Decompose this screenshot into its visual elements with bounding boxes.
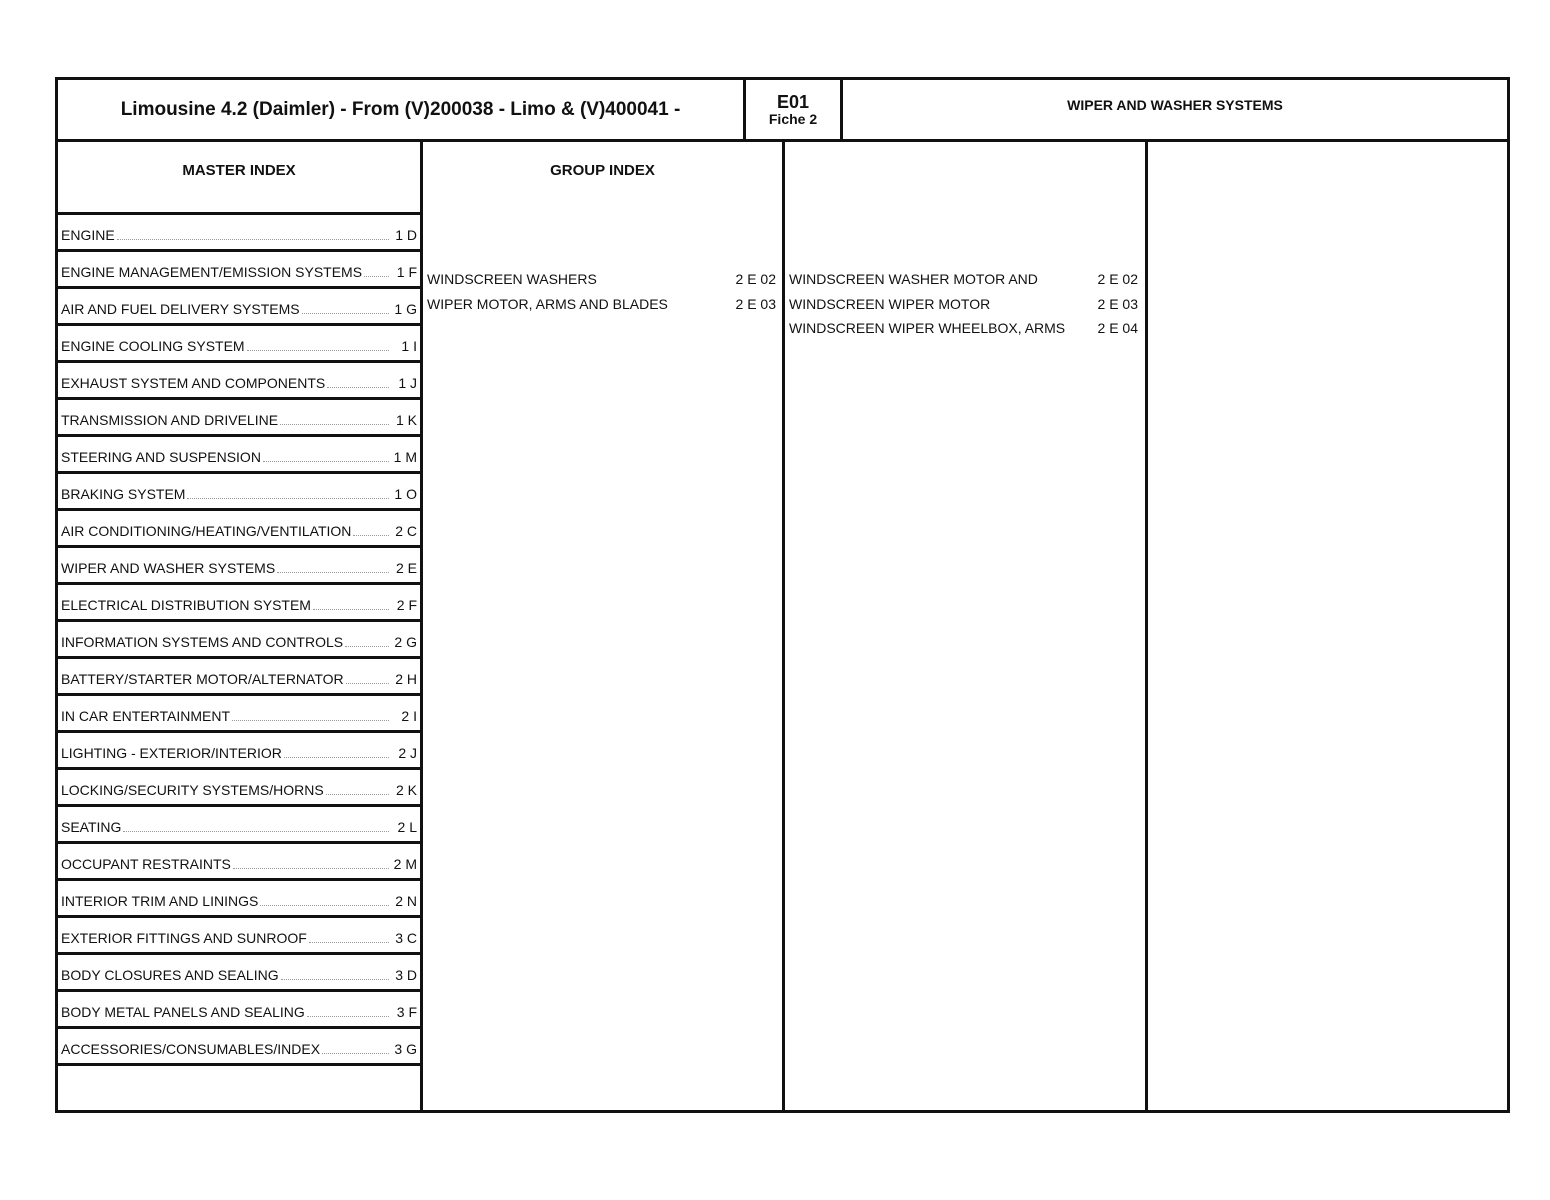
- master-index-item-label: LIGHTING - EXTERIOR/INTERIOR: [61, 745, 282, 761]
- master-index-item-label: STEERING AND SUSPENSION: [61, 449, 261, 465]
- master-index-item-label: ENGINE COOLING SYSTEM: [61, 338, 245, 354]
- master-index-item-label: ACCESSORIES/CONSUMABLES/INDEX: [61, 1041, 321, 1057]
- dot-leader: [123, 830, 389, 832]
- sub-index-item[interactable]: [789, 271, 1138, 296]
- master-index-item[interactable]: [58, 474, 420, 511]
- dot-leader: [281, 978, 389, 980]
- master-index-item-label: BATTERY/STARTER MOTOR/ALTERNATOR: [61, 671, 344, 687]
- group-index-list: [427, 271, 776, 320]
- master-index-item-code: 2 K: [395, 782, 417, 798]
- master-index-item-code: 2 H: [395, 671, 417, 687]
- page-code: E01: [776, 91, 810, 112]
- master-index-item-code: 1 M: [393, 449, 417, 465]
- master-index-item-code: 2 I: [401, 708, 417, 724]
- header-row: [58, 80, 1507, 142]
- fiche-number: Fiche 2: [768, 110, 818, 127]
- master-index-item[interactable]: [58, 733, 420, 770]
- master-index-item[interactable]: [58, 548, 420, 585]
- master-index-item-code: 2 F: [396, 597, 417, 613]
- master-index-header: [58, 142, 420, 215]
- master-index-item-label: SEATING: [61, 819, 122, 835]
- sub-index-item-label: WINDSCREEN WIPER WHEELBOX, ARMS: [789, 320, 1066, 336]
- group-index-column: [423, 142, 785, 1110]
- dot-leader: [327, 386, 389, 388]
- master-index-item-label: ELECTRICAL DISTRIBUTION SYSTEM: [61, 597, 311, 613]
- group-index-heading: GROUP INDEX: [550, 162, 655, 179]
- master-index-item-label: AIR CONDITIONING/HEATING/VENTILATION: [61, 523, 352, 539]
- master-index-item-label: ENGINE MANAGEMENT/EMISSION SYSTEMS: [61, 264, 363, 280]
- master-index-item-code: 2 E: [395, 560, 417, 576]
- dot-leader: [346, 682, 389, 684]
- master-index-item[interactable]: [58, 363, 420, 400]
- group-index-item[interactable]: [427, 271, 776, 296]
- master-index-item-code: 3 F: [396, 1004, 417, 1020]
- master-index-item[interactable]: [58, 511, 420, 548]
- master-index-item[interactable]: [58, 807, 420, 844]
- master-index-item-code: 1 G: [394, 301, 417, 317]
- section-title: WIPER AND WASHER SYSTEMS: [1067, 97, 1283, 113]
- dot-leader: [309, 941, 389, 943]
- sub-index-item-code: 2 E 04: [1097, 320, 1138, 336]
- dot-leader: [277, 571, 389, 573]
- master-index-item-code: 1 D: [395, 227, 417, 243]
- master-index-item-code: 2 N: [395, 893, 417, 909]
- dot-leader: [263, 460, 389, 462]
- group-index-item-label: WIPER MOTOR, ARMS AND BLADES: [427, 295, 668, 312]
- master-index-list: [58, 215, 420, 1066]
- master-index-item[interactable]: [58, 215, 420, 252]
- dot-leader: [307, 1015, 389, 1017]
- dot-leader: [280, 423, 389, 425]
- sub-index-item-code: 2 E 02: [1097, 271, 1138, 287]
- master-index-item[interactable]: [58, 955, 420, 992]
- master-index-item-code: 1 J: [398, 375, 417, 391]
- master-index-heading: MASTER INDEX: [182, 162, 296, 179]
- dot-leader: [322, 1052, 389, 1054]
- dot-leader: [284, 756, 389, 758]
- group-index-item-code: 2 E 02: [735, 271, 776, 287]
- dot-leader: [302, 312, 389, 314]
- master-index-item[interactable]: [58, 918, 420, 955]
- master-index-item[interactable]: [58, 992, 420, 1029]
- master-index-item-label: IN CAR ENTERTAINMENT: [61, 708, 231, 724]
- sub-index-item[interactable]: [789, 296, 1138, 321]
- master-index-item-code: 2 G: [394, 634, 417, 650]
- master-index-item[interactable]: [58, 770, 420, 807]
- master-index-item[interactable]: [58, 659, 420, 696]
- vehicle-title: Limousine 4.2 (Daimler) - From (V)200038 - Limo & (V)400041 -: [120, 98, 681, 120]
- master-index-item-label: ENGINE: [61, 227, 115, 243]
- sub-index-item-label: WINDSCREEN WASHER MOTOR AND: [789, 271, 1038, 287]
- master-index-item-code: 2 C: [395, 523, 417, 539]
- dot-leader: [247, 349, 389, 351]
- dot-leader: [117, 238, 389, 240]
- dot-leader: [345, 645, 389, 647]
- blank-column: [1148, 142, 1507, 1110]
- master-index-item-label: AIR AND FUEL DELIVERY SYSTEMS: [61, 301, 300, 317]
- master-index-item[interactable]: [58, 1029, 420, 1066]
- master-index-item-code: 3 G: [394, 1041, 417, 1057]
- master-index-item-code: 2 M: [393, 856, 417, 872]
- master-index-item[interactable]: [58, 622, 420, 659]
- sub-index-item-code: 2 E 03: [1097, 295, 1138, 312]
- master-index-item-label: TRANSMISSION AND DRIVELINE: [61, 412, 279, 428]
- master-index-item-code: 3 D: [395, 967, 417, 983]
- master-index-item[interactable]: [58, 696, 420, 733]
- master-index-item-label: WIPER AND WASHER SYSTEMS: [61, 560, 276, 576]
- dot-leader: [353, 534, 389, 536]
- master-index-item-label: BODY CLOSURES AND SEALING: [61, 967, 279, 983]
- sub-index-column: [785, 142, 1148, 1110]
- index-sheet: [55, 77, 1510, 1113]
- master-index-item[interactable]: [58, 400, 420, 437]
- master-index-item-label: LOCKING/SECURITY SYSTEMS/HORNS: [61, 782, 324, 798]
- master-index-item-code: 1 I: [401, 338, 417, 354]
- dot-leader: [364, 275, 389, 277]
- dot-leader: [260, 904, 389, 906]
- master-index-item[interactable]: [58, 252, 420, 289]
- master-index-item-label: BRAKING SYSTEM: [61, 486, 186, 502]
- dot-leader: [326, 793, 389, 795]
- sub-index-list: [789, 271, 1138, 345]
- dot-leader: [313, 608, 389, 610]
- master-index-item-label: EXHAUST SYSTEM AND COMPONENTS: [61, 375, 326, 391]
- dot-leader: [233, 867, 389, 869]
- master-index-item[interactable]: [58, 437, 420, 474]
- dot-leader: [187, 497, 389, 499]
- sub-index-item[interactable]: [789, 320, 1138, 345]
- group-index-item-label: WINDSCREEN WASHERS: [427, 271, 597, 287]
- dot-leader: [232, 719, 389, 721]
- master-index-item-code: 2 L: [397, 819, 417, 835]
- master-index-item[interactable]: [58, 289, 420, 326]
- master-index-item-code: 3 C: [395, 930, 417, 946]
- master-index-item-code: 1 F: [396, 264, 417, 280]
- fiche-code-box: [743, 80, 843, 139]
- master-index-item-code: 1 O: [394, 486, 417, 502]
- master-index-item-label: INFORMATION SYSTEMS AND CONTROLS: [61, 634, 344, 650]
- group-index-item[interactable]: [427, 296, 776, 321]
- sub-index-item-label: WINDSCREEN WIPER MOTOR: [789, 295, 991, 312]
- master-index-item-code: 1 K: [395, 412, 417, 428]
- master-index-item[interactable]: [58, 326, 420, 363]
- group-index-item-code: 2 E 03: [735, 295, 776, 312]
- master-index-column: [58, 142, 423, 1110]
- master-index-item[interactable]: [58, 585, 420, 622]
- master-index-item-label: OCCUPANT RESTRAINTS: [61, 856, 231, 872]
- master-index-item[interactable]: [58, 844, 420, 881]
- master-index-item[interactable]: [58, 881, 420, 918]
- master-index-item-label: INTERIOR TRIM AND LININGS: [61, 893, 259, 909]
- master-index-item-label: BODY METAL PANELS AND SEALING: [61, 1004, 305, 1020]
- master-index-item-code: 2 J: [398, 745, 417, 761]
- master-index-item-label: EXTERIOR FITTINGS AND SUNROOF: [61, 930, 307, 946]
